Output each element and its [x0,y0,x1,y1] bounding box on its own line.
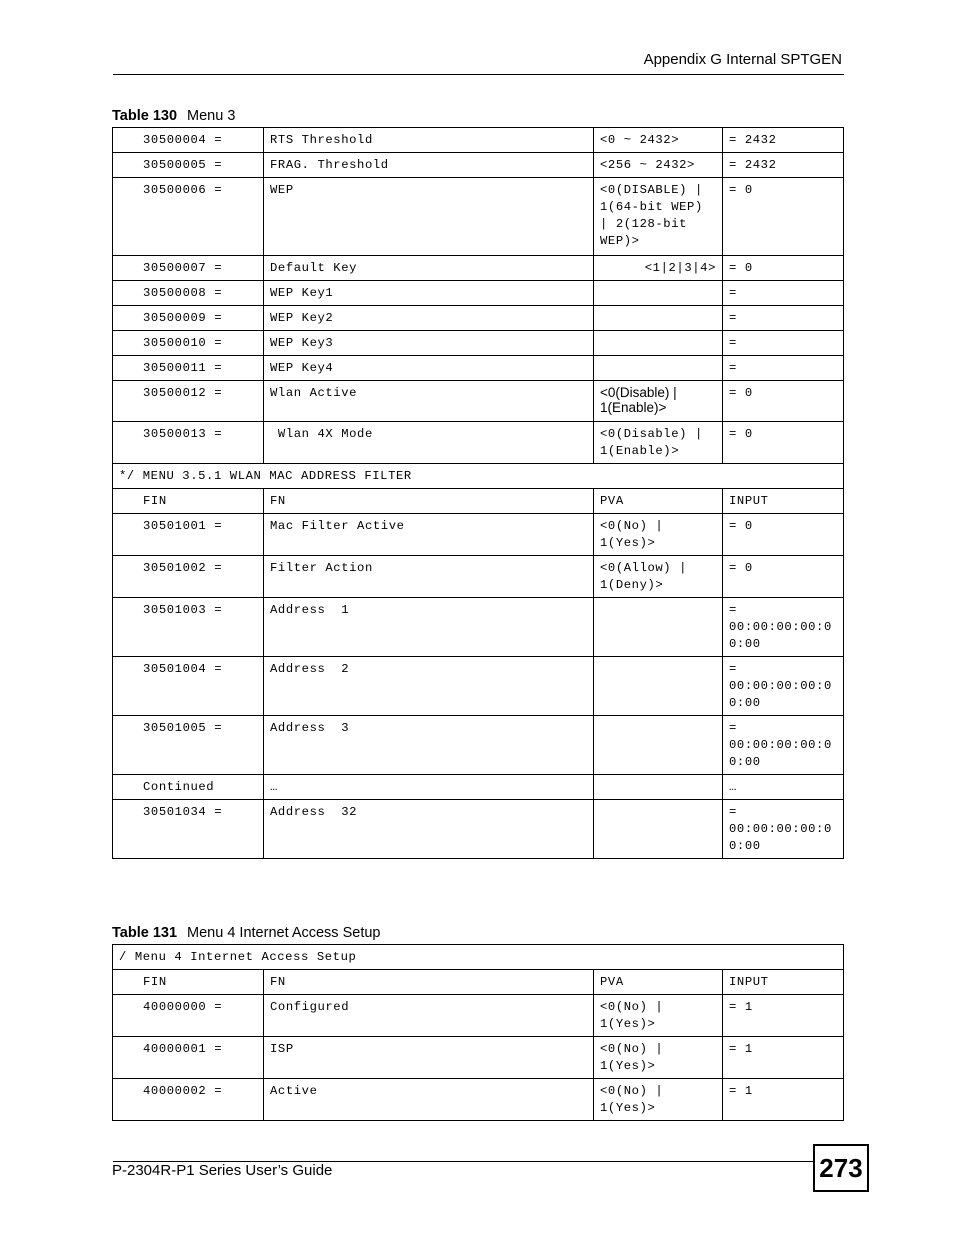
pva-cell: <0(No) | 1(Yes)> [594,514,723,556]
fn-cell: RTS Threshold [264,128,594,153]
input-cell: = 1 [723,1079,844,1121]
fin-cell: 40000002 = [113,1079,264,1121]
pva-cell: <0(Allow) | 1(Deny)> [594,556,723,598]
pva-cell [594,598,723,657]
fn-cell: Address 3 [264,716,594,775]
fin-cell: 30500013 = [113,422,264,464]
table-row [113,657,844,716]
column-header-row [113,970,844,995]
table-row [113,1037,844,1079]
fin-cell: 30500004 = [113,128,264,153]
col-header-fin: FIN [113,489,264,514]
fn-cell: Address 1 [264,598,594,657]
input-cell: = [723,331,844,356]
input-cell: = 0 [723,556,844,598]
fin-cell: 30500010 = [113,331,264,356]
fin-cell: 30500011 = [113,356,264,381]
table-130-caption [112,108,235,124]
caption-label: Table 131 [112,925,178,941]
input-cell: = 00:00:00:00:00:00 [723,657,844,716]
col-header-pva: PVA [594,970,723,995]
section-row [113,464,844,489]
pva-cell: <256 ~ 2432> [594,153,723,178]
pva-cell: <0(Disable) | 1(Enable)> [594,381,723,422]
table-row [113,128,844,153]
fn-cell: Default Key [264,256,594,281]
input-cell: = 0 [723,422,844,464]
table-131-caption [112,925,380,941]
pva-cell [594,281,723,306]
fin-cell: 30501002 = [113,556,264,598]
col-header-input: INPUT [723,970,844,995]
fn-cell: Address 32 [264,800,594,859]
pva-cell [594,716,723,775]
pva-cell: <0(DISABLE) | 1(64-bit WEP) | 2(128-bit WEP)> [594,178,723,256]
pva-cell [594,775,723,800]
fin-cell: 40000000 = [113,995,264,1037]
input-cell: = 0 [723,256,844,281]
table-row [113,598,844,657]
table-row [113,422,844,464]
pva-cell [594,331,723,356]
input-cell: = 1 [723,995,844,1037]
fin-cell: 30500006 = [113,178,264,256]
fn-cell: Mac Filter Active [264,514,594,556]
fin-cell: 30500007 = [113,256,264,281]
pva-cell: <0 ~ 2432> [594,128,723,153]
pva-cell: <0(No) | 1(Yes)> [594,1079,723,1121]
input-cell: = 1 [723,1037,844,1079]
fin-cell: 30500012 = [113,381,264,422]
fn-cell: Address 2 [264,657,594,716]
col-header-fin: FIN [113,970,264,995]
table-row [113,1079,844,1121]
table-row [113,514,844,556]
input-cell: = 00:00:00:00:00:00 [723,716,844,775]
table-row [113,775,844,800]
input-cell: = 00:00:00:00:00:00 [723,800,844,859]
table-131 [112,944,844,1121]
fin-cell: 30500008 = [113,281,264,306]
fin-cell: 30501001 = [113,514,264,556]
input-cell: = 2432 [723,128,844,153]
fn-cell: Wlan Active [264,381,594,422]
input-cell: = [723,356,844,381]
pva-cell [594,800,723,859]
col-header-fn: FN [264,970,594,995]
fn-cell: WEP Key2 [264,306,594,331]
fin-cell: 30501005 = [113,716,264,775]
table-row [113,281,844,306]
table-row [113,381,844,422]
input-cell: = 00:00:00:00:00:00 [723,598,844,657]
fn-cell: Active [264,1079,594,1121]
table-row [113,356,844,381]
input-cell: = 0 [723,178,844,256]
pva-cell: <1|2|3|4> [594,256,723,281]
table-130 [112,127,844,859]
pva-cell: <0(Disable) | 1(Enable)> [594,422,723,464]
running-header: Appendix G Internal SPTGEN [643,51,842,68]
page-number: 273 [813,1144,869,1192]
table-row [113,256,844,281]
caption-label: Table 130 [112,108,178,124]
table-row [113,995,844,1037]
column-header-row [113,489,844,514]
table-row [113,716,844,775]
caption-title: Menu 4 Internet Access Setup [187,925,381,941]
input-cell: = 2432 [723,153,844,178]
fin-cell: 30501003 = [113,598,264,657]
fn-cell: Wlan 4X Mode [264,422,594,464]
fin-cell: 40000001 = [113,1037,264,1079]
fin-cell: 30500005 = [113,153,264,178]
guide-title: P-2304R-P1 Series User’s Guide [112,1162,333,1179]
input-cell: … [723,775,844,800]
fn-cell: Configured [264,995,594,1037]
section-title: / Menu 4 Internet Access Setup [113,945,844,970]
fin-cell: 30501034 = [113,800,264,859]
fin-cell: 30500009 = [113,306,264,331]
fin-cell: Continued [113,775,264,800]
input-cell: = 0 [723,381,844,422]
fn-cell: … [264,775,594,800]
table-row [113,178,844,256]
fn-cell: WEP Key3 [264,331,594,356]
table-row [113,800,844,859]
pva-cell [594,306,723,331]
input-cell: = [723,281,844,306]
pva-cell: <0(No) | 1(Yes)> [594,1037,723,1079]
col-header-fn: FN [264,489,594,514]
col-header-pva: PVA [594,489,723,514]
input-cell: = [723,306,844,331]
pva-cell [594,356,723,381]
header-rule [113,74,844,75]
table-row [113,153,844,178]
pva-cell: <0(No) | 1(Yes)> [594,995,723,1037]
fn-cell: ISP [264,1037,594,1079]
fn-cell: WEP Key4 [264,356,594,381]
fn-cell: WEP [264,178,594,256]
table-row [113,556,844,598]
pva-cell [594,657,723,716]
fn-cell: Filter Action [264,556,594,598]
fin-cell: 30501004 = [113,657,264,716]
table-row [113,331,844,356]
fn-cell: FRAG. Threshold [264,153,594,178]
fn-cell: WEP Key1 [264,281,594,306]
section-title: */ MENU 3.5.1 WLAN MAC ADDRESS FILTER [113,464,844,489]
table-row [113,306,844,331]
col-header-input: INPUT [723,489,844,514]
caption-title: Menu 3 [187,108,236,124]
section-row [113,945,844,970]
input-cell: = 0 [723,514,844,556]
